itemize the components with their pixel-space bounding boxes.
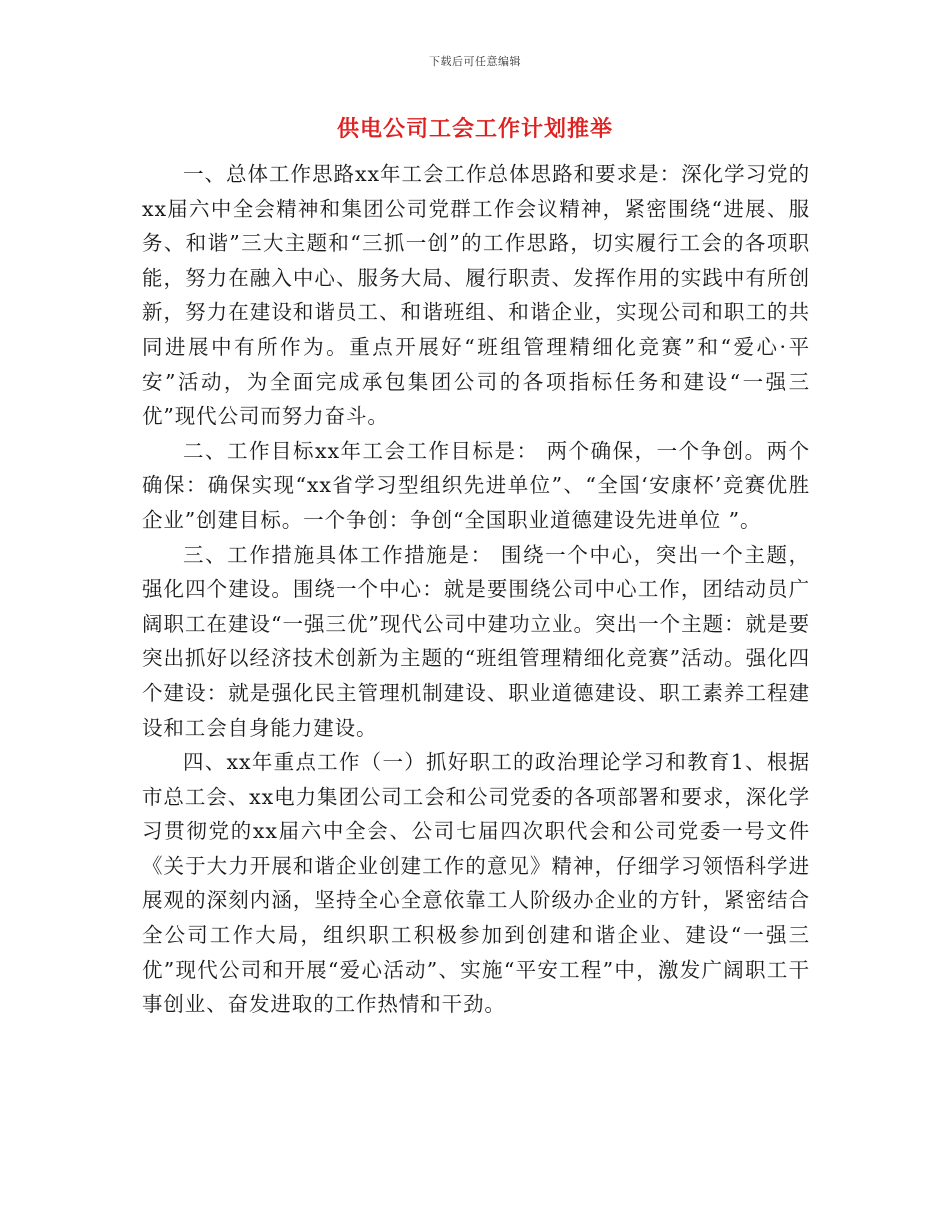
- paragraph-work-measures: 三、工作措施具体工作措施是： 围绕一个中心，突出一个主题，强化四个建设。围绕一个中心：就是要围绕公司中心工作，团结动员广阔职工在建设“一强三优”现代公司中建功立业。突出一个主题：就是要突出抓好以经济技术创新为主题的“班组管理精细化竞赛”活动。强化四个建设：就是强化民主管理机制建设、职业道德建设、职工素养工程建设和工会自身能力建设。: [142, 542, 810, 740]
- document-title: 供电公司工会工作计划推举: [336, 116, 613, 142]
- header-note: 下载后可任意编辑: [429, 55, 521, 68]
- paragraph-key-work: 四、xx年重点工作（一）抓好职工的政治理论学习和教育1、根据市总工会、xx电力集团公司工会和公司党委的各项部署和要求，深化学习贯彻党的xx届六中全会、公司七届四次职代会和公司党委一号文件《关于大力开展和谐企业创建工作的意见》精神，仔细学习领悟科学进展观的深刻内涵，坚持全心全意依靠工人阶级办企业的方针，紧密结合全公司工作大局，组织职工积极参加到创建和谐企业、建设“一强三优”现代公司和开展“爱心活动”、实施“平安工程”中，激发广阔职工干事创业、奋发进取的工作热情和干劲。: [142, 750, 810, 1017]
- paragraph-work-goals: 二、工作目标xx年工会工作目标是： 两个确保，一个争创。两个确保：确保实现“xx省学习型组织先进单位”、“全国‘安康杯’竞赛优胜企业”创建目标。一个争创：争创“全国职业道德建设先进单位 ”。: [142, 438, 810, 532]
- paragraph-overall-approach: 一、总体工作思路xx年工会工作总体思路和要求是：深化学习党的xx届六中全会精神和集团公司党群工作会议精神，紧密围绕“进展、服务、和谐”三大主题和“三抓一创”的工作思路，切实履行工会的各项职能，努力在融入中心、服务大局、履行职责、发挥作用的实践中有所创新，努力在建设和谐员工、和谐班组、和谐企业，实现公司和职工的共同进展中有所作为。重点开展好“班组管理精细化竞赛”和“爱心·平安”活动，为全面完成承包集团公司的各项指标任务和建设“一强三优”现代公司而努力奋斗。: [142, 162, 810, 429]
- document-body: [142, 157, 810, 1022]
